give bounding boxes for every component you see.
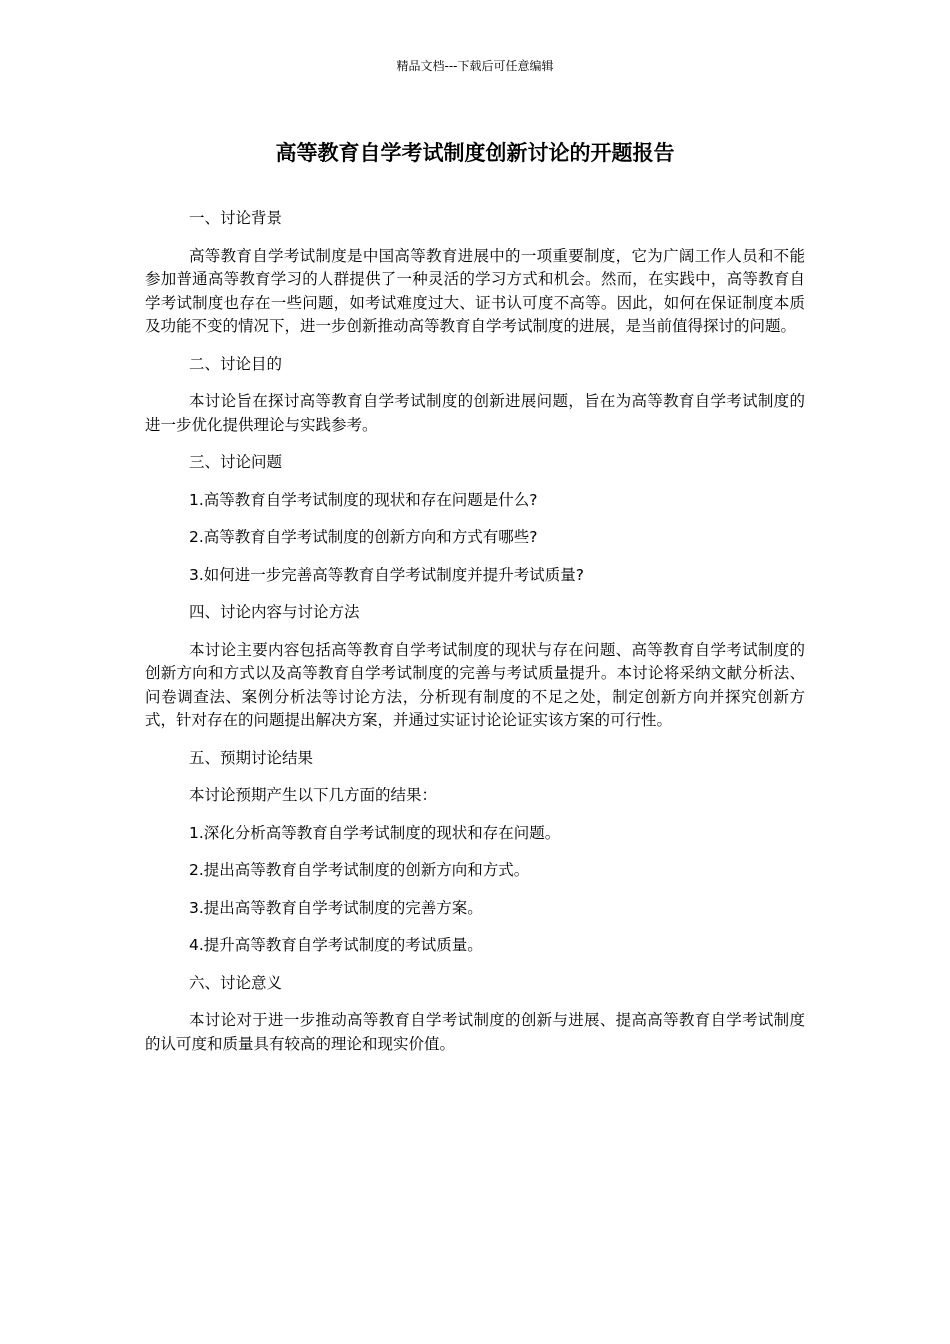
question-item: 3.如何进一步完善高等教育自学考试制度并提升考试质量?	[189, 565, 585, 584]
page-header: 精品文档---下载后可任意编辑	[396, 59, 554, 73]
document-title: 高等教育自学考试制度创新讨论的开题报告	[275, 141, 675, 165]
section-heading-background: 一、讨论背景	[189, 209, 283, 227]
section-heading-purpose: 二、讨论目的	[189, 354, 283, 373]
expected-results-intro: 本讨论预期产生以下几方面的结果：	[189, 786, 438, 804]
section-body-methods: 本讨论主要内容包括高等教育自学考试制度的现状与存在问题、高等教育自学考试制度的创新方向和方式以及高等教育自学考试制度的完善与考试质量提升。本讨论将采纳文献分析法、问卷调查法、案例分析法等讨论方法，分析现有制度的不足之处，制定创新方向并探究创新方式，针对存在的问题提出解决方案，并通过实证讨论论证实该方案的可行性。	[145, 640, 805, 729]
question-item: 1.高等教育自学考试制度的现状和存在问题是什么?	[189, 490, 538, 509]
section-body-purpose: 本讨论旨在探讨高等教育自学考试制度的创新进展问题，旨在为高等教育自学考试制度的进一步优化提供理论与实践参考。	[145, 392, 805, 434]
result-item: 4.提升高等教育自学考试制度的考试质量。	[189, 936, 483, 954]
document-body	[145, 207, 805, 1070]
section-heading-questions: 三、讨论问题	[189, 453, 283, 471]
question-item: 2.高等教育自学考试制度的创新方向和方式有哪些?	[189, 528, 538, 546]
result-item: 1.深化分析高等教育自学考试制度的现状和存在问题。	[189, 823, 561, 842]
section-heading-significance: 六、讨论意义	[189, 973, 283, 992]
section-heading-expected-results: 五、预期讨论结果	[189, 748, 314, 767]
section-heading-methods: 四、讨论内容与讨论方法	[189, 603, 360, 621]
section-body-significance: 本讨论对于进一步推动高等教育自学考试制度的创新与进展、提高高等教育自学考试制度的认可度和质量具有较高的理论和现实价值。	[145, 1011, 805, 1053]
result-item: 3.提出高等教育自学考试制度的完善方案。	[189, 898, 483, 917]
result-item: 2.提出高等教育自学考试制度的创新方向和方式。	[189, 861, 530, 879]
section-body-background: 高等教育自学考试制度是中国高等教育进展中的一项重要制度，它为广阔工作人员和不能参加普通高等教育学习的人群提供了一种灵活的学习方式和机会。然而，在实践中，高等教育自学考试制度也存在一些问题，如考试难度过大、证书认可度不高等。因此，如何在保证制度本质及功能不变的情况下，进一步创新推动高等教育自学考试制度的进展，是当前值得探讨的问题。	[145, 246, 805, 335]
